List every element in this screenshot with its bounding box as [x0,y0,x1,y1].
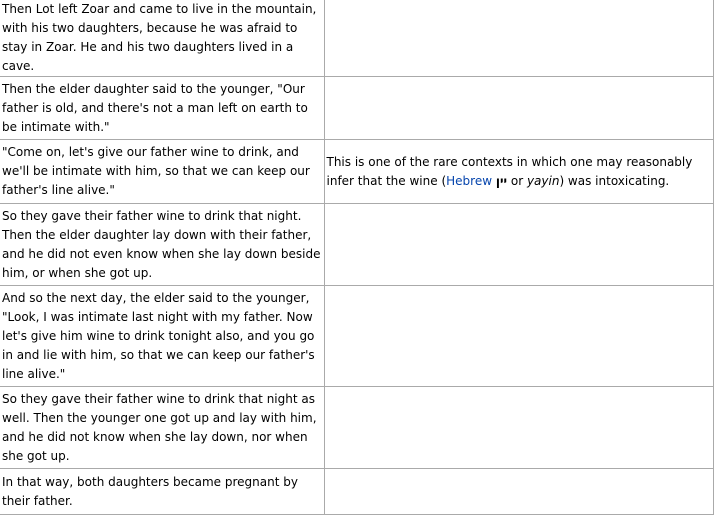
verse-cell: "Come on, let's give our father wine to drink, and we'll be intimate with him, so that we can keep our father's line alive." [0,140,324,204]
verse-cell: Then Lot left Zoar and came to live in the mountain, with his two daughters, because he was afraid to stay in Zoar. He and his two daughters lived in a cave. [0,0,324,77]
table-row [0,0,713,77]
table-row [0,204,713,286]
note-cell [324,469,713,515]
transliteration: yayin [526,173,560,188]
verse-cell: Then the elder daughter said to the younger, "Our father is old, and there's not a man left on earth to be intimate with." [0,77,324,140]
note-text-after: ) was intoxicating. [559,173,670,188]
note-cell [324,0,713,77]
note-cell [324,387,713,469]
note-cell [324,77,713,140]
verse-cell: And so the next day, the elder said to the younger, "Look, I was intimate last night with my father. Now let's give him wine to drink tonight also, and you go in and lie with him, so that we can keep our father's line alive." [0,286,324,387]
note-cell [324,286,713,387]
table-row [0,387,713,469]
note-text-between: or [507,173,527,188]
hebrew-link[interactable]: Hebrew [446,173,493,188]
table-row [0,140,713,204]
verse-cell: So they gave their father wine to drink that night as well. Then the younger one got up and lay with him, and he did not know when she lay down, nor when she got up. [0,387,324,469]
table-row [0,286,713,387]
note-cell [324,204,713,286]
table-row [0,469,713,515]
verse-cell: In that way, both daughters became pregnant by their father. [0,469,324,515]
hebrew-word: יין [495,173,508,188]
verse-cell: So they gave their father wine to drink that night. Then the elder daughter lay down with their father, and he did not even know when she lay down beside him, or when she got up. [0,204,324,286]
table-row [0,77,713,140]
note-cell-wine [324,140,713,204]
note-text-before: This is one of the rare contexts in which one may reasonably infer that the wine ( [326,154,693,188]
